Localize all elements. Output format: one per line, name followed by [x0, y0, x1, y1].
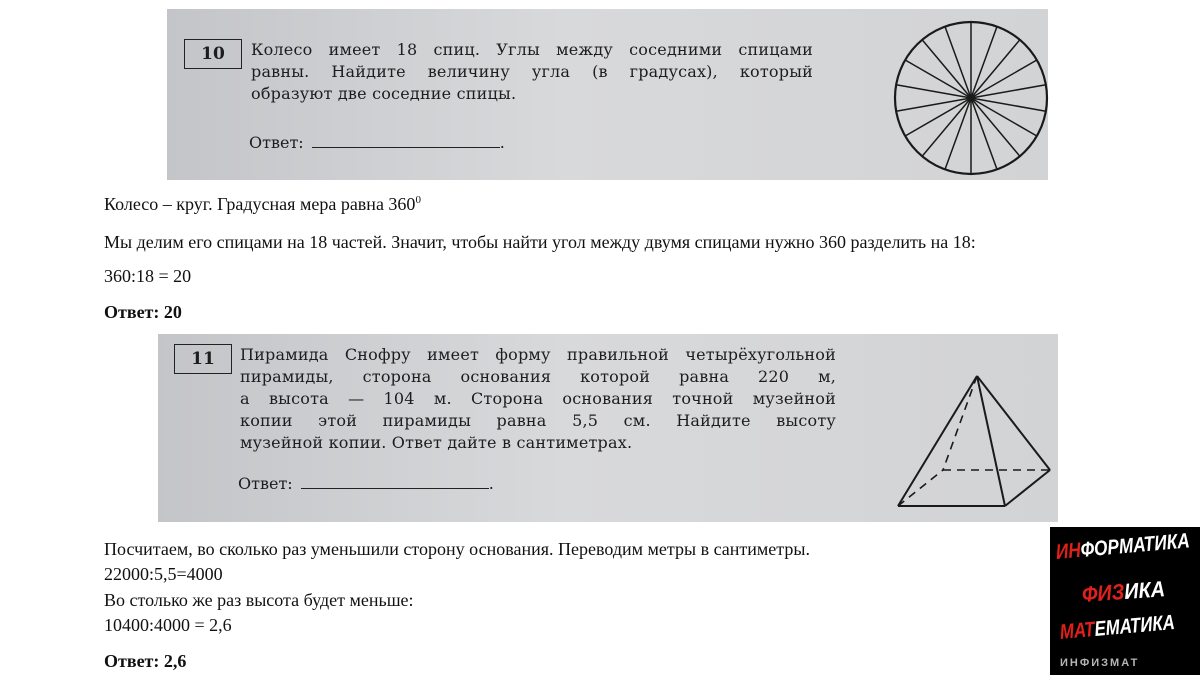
infizmat-logo — [1050, 527, 1200, 675]
problem-11-line: Пирамида Снофру имеет форму правильной четырёхугольной — [240, 345, 836, 364]
problem-number: 11 — [174, 344, 232, 374]
logo-red-part: ФИЗ — [1081, 579, 1126, 607]
problem-10-scan — [167, 9, 1048, 180]
wheel-spoke — [971, 98, 997, 169]
solution-10-line-2: Мы делим его спицами на 18 частей. Значит, чтобы найти угол между двумя спицами нужно 360 разделить на 18: — [104, 232, 976, 252]
solution-10-line-3: 360:18 = 20 — [104, 266, 192, 286]
solution-11-line-2: 22000:5,5=4000 — [104, 564, 223, 584]
logo-line-matematika — [1059, 611, 1176, 645]
problem-11-line: копии этой пирамиды равна 5,5 см. Найдите высоту — [240, 411, 836, 430]
solution-10-line-1 — [104, 193, 421, 215]
problem-10-line: образуют две соседние спицы. — [251, 84, 517, 103]
wheel-hub — [968, 95, 974, 101]
logo-white-part: ФОРМАТИКА — [1079, 529, 1191, 562]
problem-11-line: а высота — 104 м. Сторона основания точной музейной — [240, 389, 836, 408]
logo-red-part: ИН — [1054, 538, 1082, 564]
problem-11-line: пирамиды, сторона основания которой равна 220 м, — [240, 367, 836, 386]
problem-10-text — [251, 39, 813, 105]
logo-line-informatika — [1055, 529, 1191, 565]
solution-11-line-3: Во столько же раз высота будет меньше: — [104, 590, 414, 610]
problem-11-line: музейной копии. Ответ дайте в сантиметрах. — [240, 433, 633, 452]
logo-white-part: ЕМАТИКА — [1093, 611, 1176, 641]
answer-label: Ответ: — [238, 474, 293, 493]
wheel-spoke — [971, 27, 997, 98]
problem-11-answer-line — [238, 474, 494, 493]
problem-11-scan — [158, 334, 1058, 522]
logo-white-part: ИКА — [1123, 576, 1166, 605]
logo-line-fizika — [1081, 576, 1166, 608]
problem-10-line: равны. Найдите величину угла (в градусах), который — [251, 62, 813, 81]
problem-11-text — [240, 344, 836, 454]
wheel-figure — [891, 17, 1051, 179]
solution-11-answer: Ответ: 2,6 — [104, 651, 187, 671]
solution-text: Колесо – круг. Градусная мера равна 360 — [104, 194, 416, 214]
problem-10-answer-line — [249, 133, 505, 152]
wheel-spoke — [945, 27, 971, 98]
answer-blank — [301, 474, 489, 489]
answer-label: Ответ: — [249, 133, 304, 152]
pyramid-edge — [898, 376, 977, 506]
answer-end: . — [499, 133, 505, 152]
degree-superscript: 0 — [415, 194, 421, 206]
answer-end: . — [488, 474, 494, 493]
solution-11-line-4: 10400:4000 = 2,6 — [104, 615, 232, 635]
pyramid-base-edge — [1005, 470, 1050, 506]
wheel-spoke — [922, 98, 971, 156]
logo-red-part: МАТ — [1058, 618, 1096, 644]
solution-10-answer: Ответ: 20 — [104, 302, 182, 322]
wheel-spoke — [971, 40, 1020, 98]
wheel-spoke — [922, 40, 971, 98]
solution-11-line-1: Посчитаем, во сколько раз уменьшили сторону основания. Переводим метры в сантиметры. — [104, 539, 810, 559]
pyramid-hidden-edge — [898, 470, 943, 506]
problem-10-line: Колесо имеет 18 спиц. Углы между соседними спицами — [251, 40, 813, 59]
wheel-spoke — [945, 98, 971, 169]
answer-blank — [312, 133, 500, 148]
logo-caption: ИНФИЗМАТ — [1060, 657, 1140, 669]
problem-number: 10 — [184, 39, 242, 69]
wheel-spoke — [971, 98, 1020, 156]
pyramid-figure — [888, 370, 1058, 510]
